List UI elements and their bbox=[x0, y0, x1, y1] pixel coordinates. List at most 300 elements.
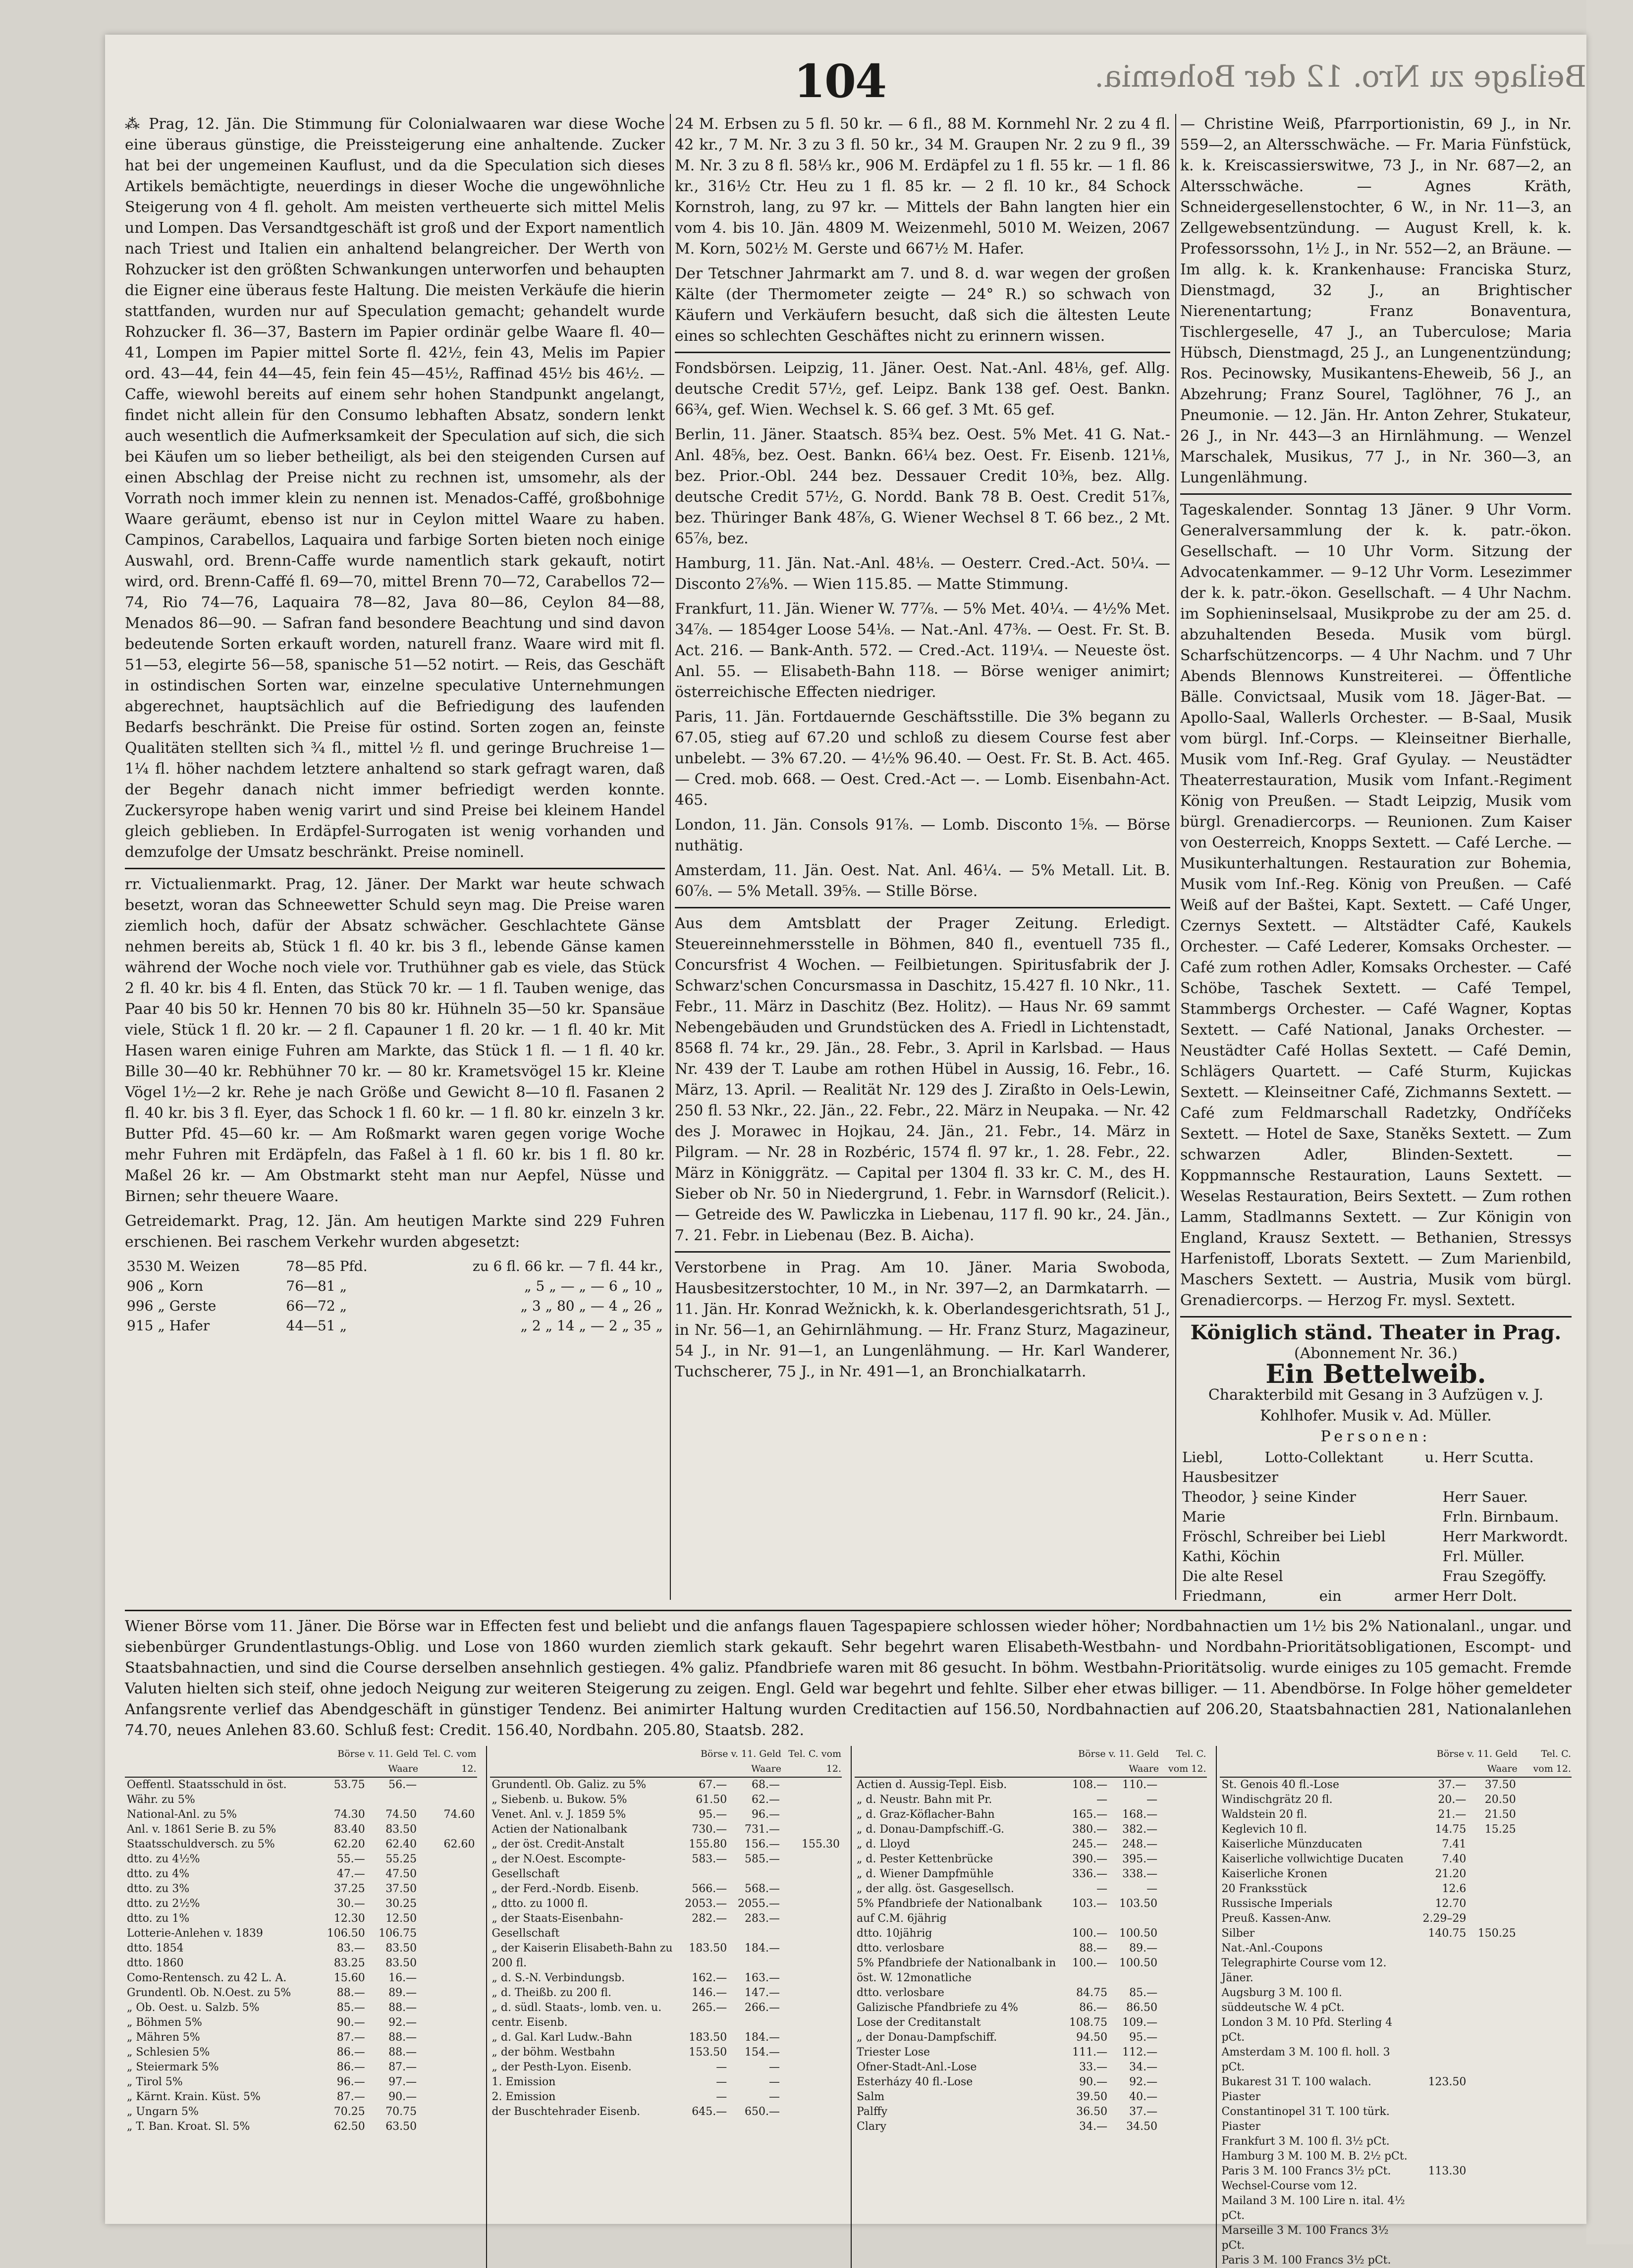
quote-value bbox=[1468, 2149, 1518, 2164]
security-name: „ der öst. Credit-Anstalt bbox=[491, 1838, 624, 1850]
quote-value bbox=[419, 2001, 477, 2015]
quote-value bbox=[782, 1822, 842, 1837]
quote-value: 95.— bbox=[1129, 2031, 1158, 2044]
quote-value bbox=[1518, 1986, 1572, 2015]
quote-value: 111.— bbox=[1072, 2046, 1108, 2058]
table-row bbox=[490, 1793, 842, 1807]
security-name: Kaiserliche Münzducaten bbox=[1221, 1838, 1362, 1850]
quote-value: 165.— bbox=[1072, 1808, 1108, 1821]
quote-value bbox=[782, 2030, 842, 2045]
column-header: Tel. C. vom 12. bbox=[782, 1746, 842, 1777]
security-name: Mailand 3 M. 100 Lire n. ital. 4½ pCt. bbox=[1221, 2195, 1405, 2222]
security-name: Amsterdam 3 M. 100 fl. holl. 3 pCt. bbox=[1221, 2046, 1390, 2073]
table-row bbox=[855, 1793, 1207, 1807]
theater-announcement bbox=[1180, 1322, 1572, 1447]
table-row bbox=[490, 1941, 842, 1971]
table-row bbox=[855, 2105, 1207, 2119]
quote-value: — bbox=[716, 2076, 727, 2088]
quote-value: 86.50 bbox=[1126, 2002, 1158, 2014]
security-name: „ d. Wiener Dampfmühle bbox=[857, 1868, 994, 1880]
quote-value bbox=[1468, 2179, 1518, 2194]
exchange-col-1 bbox=[125, 1746, 477, 2268]
table-row bbox=[1220, 1777, 1572, 1793]
quote-value bbox=[1518, 1793, 1572, 1807]
security-name: Silber bbox=[1221, 1927, 1255, 1940]
quote-value: 67.— bbox=[699, 1779, 727, 1791]
quote-value: 7.41 bbox=[1442, 1838, 1467, 1850]
security-name: „ der N.Oest. Escompte-Gesellschaft bbox=[491, 1853, 626, 1880]
exchange-table-4 bbox=[1220, 1746, 1572, 2268]
quote-value bbox=[1468, 1956, 1518, 1986]
quote-value bbox=[782, 1852, 842, 1882]
quote-value bbox=[782, 2090, 842, 2105]
quote-value: 86.— bbox=[1079, 2002, 1108, 2014]
security-name: „ d. Pester Kettenbrücke bbox=[857, 1853, 993, 1865]
role-name: Theodor, } seine Kinder bbox=[1182, 1488, 1357, 1505]
quote-value: 150.25 bbox=[1477, 1927, 1516, 1940]
article-tetschen-fair: Der Tetschner Jahrmarkt am 7. und 8. d. war wegen der großen Kälte (der Thermometer zeigte — 24° R.) so schwach von Käufern und Verkäufern besucht, daß sich die ältesten Leute eines so schlechten Geschäftes nicht zu erinnern wissen. bbox=[675, 265, 1170, 345]
table-row bbox=[125, 1777, 477, 1807]
quote-value: 74.60 bbox=[443, 1808, 475, 1821]
security-name: Wechsel-Course vom 12. bbox=[1221, 2180, 1358, 2192]
security-name: 1. Emission bbox=[491, 2076, 556, 2088]
column-header: Tel. C. vom 12. bbox=[419, 1746, 477, 1777]
quote-value: 21.20 bbox=[1435, 1868, 1467, 1880]
column-header bbox=[1220, 1746, 1413, 1777]
column-header bbox=[490, 1746, 676, 1777]
actor-name: Herr Sauer. bbox=[1442, 1488, 1528, 1505]
quote-value: 162.— bbox=[692, 1972, 727, 1984]
quote-value bbox=[419, 1897, 477, 1911]
quote-value: 88.— bbox=[388, 2046, 417, 2058]
security-name: Bukarest 31 T. 100 walach. Piaster bbox=[1221, 2076, 1371, 2103]
quote-value: 70.25 bbox=[333, 2106, 365, 2118]
quote-value bbox=[1159, 1941, 1206, 1956]
quote-value bbox=[782, 1777, 842, 1793]
quote-value: 395.— bbox=[1122, 1853, 1158, 1865]
quote-value bbox=[1159, 2001, 1206, 2015]
page-number: 104 bbox=[794, 54, 886, 108]
quote-value: 336.— bbox=[1072, 1868, 1108, 1880]
divider bbox=[125, 1610, 1572, 1611]
table-row bbox=[1220, 1956, 1572, 1986]
quote-value: 650.— bbox=[744, 2106, 780, 2118]
security-name: Oeffentl. Staatsschuld in öst. Währ. zu 5% bbox=[127, 1779, 287, 1806]
quote-value bbox=[1412, 2045, 1468, 2075]
quote-value: — bbox=[1096, 1793, 1108, 1806]
security-name: Actien d. Aussig-Tepl. Eisb. bbox=[857, 1779, 1007, 1791]
quote-value: 338.— bbox=[1122, 1868, 1158, 1880]
quote-value: 645.— bbox=[692, 2106, 727, 2118]
quote-value bbox=[419, 2045, 477, 2060]
quote-value: 106.50 bbox=[327, 1927, 365, 1940]
quote-value bbox=[1518, 1941, 1572, 1956]
cast-row bbox=[1180, 1566, 1572, 1586]
table-row bbox=[490, 1822, 842, 1837]
table-row bbox=[125, 2015, 477, 2030]
security-name: dtto. zu 2½% bbox=[127, 1898, 200, 1910]
security-name: Frankfurt 3 M. 100 fl. 3½ pCt. bbox=[1221, 2135, 1390, 2148]
cast-row bbox=[1180, 1527, 1572, 1546]
table-row bbox=[1220, 2194, 1572, 2223]
quote-value bbox=[1159, 2030, 1206, 2045]
table-row bbox=[855, 1777, 1207, 1793]
quote-value bbox=[1468, 1941, 1518, 1956]
quote-value bbox=[1518, 1882, 1572, 1897]
quote-value: 47.50 bbox=[385, 1868, 417, 1880]
quote-value: 146.— bbox=[692, 1987, 727, 1999]
quote-value: 266.— bbox=[744, 2002, 780, 2014]
quote-value bbox=[1468, 1852, 1518, 1867]
quote-value bbox=[1518, 2179, 1572, 2194]
quote-value bbox=[419, 1971, 477, 1986]
security-name: Marseille 3 M. 100 Francs 3½ pCt. bbox=[1221, 2224, 1389, 2252]
quote-value: 382.— bbox=[1122, 1823, 1158, 1836]
article-hamburg: Hamburg, 11. Jän. Nat.-Anl. 48⅛. — Oesterr. Cred.-Act. 50¼. — Disconto 2⅞%. — Wien 115.85. — Matte Stimmung. bbox=[675, 555, 1170, 593]
quote-value bbox=[419, 1852, 477, 1867]
table-row bbox=[125, 1867, 477, 1882]
table-row bbox=[1220, 2045, 1572, 2075]
quote-value: 96.— bbox=[751, 1808, 780, 1821]
quote-value: 85.— bbox=[336, 2002, 365, 2014]
quote-value: 103.— bbox=[1072, 1898, 1108, 1910]
security-name: dtto. zu 1% bbox=[127, 1912, 190, 1925]
quote-value bbox=[419, 2015, 477, 2030]
quote-value bbox=[1468, 2075, 1518, 2105]
quote-value: 585.— bbox=[744, 1853, 780, 1865]
table-row bbox=[855, 2119, 1207, 2134]
table-row bbox=[855, 1882, 1207, 1897]
quote-value: 87.— bbox=[336, 2091, 365, 2103]
table-row bbox=[490, 2075, 842, 2090]
quote-value bbox=[1159, 2015, 1206, 2030]
quote-value bbox=[1159, 1986, 1206, 2001]
divider bbox=[1180, 493, 1572, 495]
table-row bbox=[490, 1777, 842, 1793]
quote-value: 88.— bbox=[388, 2002, 417, 2014]
security-name: „ d. Graz-Köflacher-Bahn bbox=[857, 1808, 995, 1821]
quote-value: — bbox=[768, 2091, 780, 2103]
quote-value: 90.— bbox=[388, 2091, 417, 2103]
quote-value bbox=[782, 2075, 842, 2090]
table-row bbox=[855, 1822, 1207, 1837]
article-colonial-goods: ⁂ Prag, 12. Jän. Die Stimmung für Colonialwaaren war diese Woche eine überaus günstige, die Preissteigerung eine anhaltende. Zucker hat bei der ungemeinen Kauflust, und da die Speculation sich dieses Artikels bemächtigte, neuerdings in dieser Woche die ungewöhnliche Steigerung von 4 fl. geholt. Am meisten vertheuerte sich mittel Melis und Lompen. Das Versandtgeschäft ist groß und der Export namentlich nach Triest und Italien ein anhaltend belangreicher. Der Werth von Rohzucker ist den größten Schwankungen unterworfen und behaupten die Eigner eine überaus feste Haltung. Die meisten Verkäufe die hierin stattfanden, wurden nur auf Speculation gemacht; gehandelt wurde Rohzucker fl. 36—37, Bastern im Papier ordinär gelbe Waare fl. 40—41, Lompen im Papier mittel Sorte fl. 42½, fein 43, Melis im Papier ord. 43—44, fein 44—45, fein fein 45—45½, Raffinad 45½ bis 46½. — Caffe, wiewohl bereits auf einem sehr hohen Standpunkt angelangt, findet nicht allein für den Consumo lebhaften Absatz, sondern lenkt auch wesentlich die Aufmerksamkeit der Speculation auf sich, die sich bei Käufen um so lieber betheiligt, als bei den steigenden Cursen auf einen Abschlag der Preise nicht zu rechnen ist, umsomehr, als der Vorrath noch immer klein zu nennen ist. Menados-Caffé, großbohnige Waare geräumt, ebenso ist nur in Ceylon mittel Waare zu haben. Campinos, Carabellos, Laquaira und farbige Sorten bieten noch einige Auswahl, ord. Brenn-Caffe wurde namentlich stark gekauft, notirt wird, ord. Brenn-Caffé fl. 69—70, mittel Brenn 70—72, Carabellos 72—74, Rio 74—76, Laquaira 78—82, Java 80—86, Ceylon 84—88, Menados 86—90. — Safran fand besondere Beachtung und sind davon bedeutende Sorten erkauft worden, naturell franz. Waare wird mit fl. 51—53, elegirte 56—58, spanische 51—52 notirt. — Reis, das Geschäft in ostindischen Sorten war, einzelne speculative Unternehmungen abgerechnet, hauptsächlich auf die Befriedigung des laufenden Bedarfs beschränkt. Die Preise für ostind. Sorten zogen an, feinste Qualitäten stellten sich ¾ fl., mittel ½ fl. und geringe Bruchreise 1—1¼ fl. höher nachdem letztere anhaltend so stark gefragt waren, daß der Begehr danach nicht immer befriedigt werden konnte. Zuckersyrope haben wenig varirt und sind Preise bei kleinem Handel gleich geblieben. In Erdäpfel-Surrogaten ist wenig vorhanden und demzufolge der Umsatz beschränkt. Preise nominell. bbox=[125, 115, 665, 861]
quote-value: 63.50 bbox=[385, 2120, 417, 2133]
quote-value: 183.50 bbox=[689, 2031, 727, 2044]
exchange-col-3 bbox=[851, 1746, 1207, 2268]
divider bbox=[675, 907, 1170, 908]
quote-value: 265.— bbox=[692, 2002, 727, 2014]
quote-value: 12.30 bbox=[333, 1912, 365, 1925]
actor-name: Frau Szegöffy. bbox=[1442, 1568, 1547, 1584]
table-row bbox=[125, 1837, 477, 1852]
quote-value bbox=[1518, 2134, 1572, 2149]
quote-value bbox=[1468, 2164, 1518, 2179]
security-name: „ Mähren 5% bbox=[127, 2031, 200, 2044]
quote-value: 109.— bbox=[1122, 2016, 1158, 2029]
security-name: 5% Pfandbriefe der Nationalbank in öst. W. 12monatliche bbox=[857, 1957, 1056, 1984]
table-row bbox=[125, 1956, 477, 1971]
quote-value: 96.— bbox=[336, 2076, 365, 2088]
table-row bbox=[855, 1837, 1207, 1852]
quote-value bbox=[1518, 2223, 1572, 2253]
article-amtsblatt: Aus dem Amtsblatt der Prager Zeitung. Erledigt. Steuereinnehmersstelle in Böhmen, 840 fl., eventuell 735 fl., Concursfrist 4 Wochen. — Feilbietungen. Spiritusfabrik der J. Schwarz'schen Concursmassa in Daschitz, 15.427 fl. 10 Nkr., 11. Febr., 11. März in Daschitz (Bez. Holitz). — Haus Nr. 69 sammt Nebengebäuden und Grundstücken des A. Friedl in Lichtenstadt, 8568 fl. 74 kr., 29. Jän., 28. Febr., 3. April in Karlsbad. — Haus Nr. 439 der T. Laube am rothen Hübel in Aussig, 16. Febr., 16. März, 13. April. — Realität Nr. 129 des J. Ziraßto in Oels-Lewin, 250 fl. 53 Nkr., 22. Jän., 22. Febr., 22. März in Neupaka. — Nr. 42 des J. Morawec in Hojkau, 24. Jän., 21. Febr., 14. März in Pilgram. — Nr. 28 in Rozbéric, 1574 fl. 97 kr., 1. 28. Febr., 22. März in Königgrätz. — Capital per 1304 fl. 33 kr. C. M., des H. Sieber ob Nr. 50 in Niedergrund, 1. Febr. in Warnsdorf (Relicit.). — Getreide des W. Pawliczka in Liebenau, 117 fl. 90 kr., 24. Jän., 7. 21. Febr. in Liebenau (Bez. B. Aicha). bbox=[675, 915, 1170, 1244]
column-header: Tel. C. vom 12. bbox=[1518, 1746, 1572, 1777]
quote-value: 89.— bbox=[388, 1987, 417, 1999]
exchange-table-2 bbox=[490, 1746, 842, 2119]
article-amsterdam: Amsterdam, 11. Jän. Oest. Nat. Anl. 46¼. — 5% Metall. Lit. B. 60⅞. — 5% Metall. 39⅝. — Stille Börse. bbox=[675, 862, 1170, 900]
security-name: „ der Donau-Dampfschiff. bbox=[857, 2031, 997, 2044]
quote-value bbox=[1518, 2045, 1572, 2075]
quote-value bbox=[419, 2075, 477, 2090]
quote-value bbox=[1468, 2223, 1518, 2253]
quote-value: 55.25 bbox=[385, 1853, 417, 1865]
security-name: „ Steiermark 5% bbox=[127, 2061, 219, 2073]
security-name: St. Genois 40 fl.-Lose bbox=[1221, 1779, 1339, 1791]
quote-value: 89.— bbox=[1129, 1942, 1158, 1954]
quote-value bbox=[782, 1897, 842, 1911]
quote-value bbox=[419, 1777, 477, 1807]
quote-value bbox=[1518, 1897, 1572, 1911]
quote-value: 14.75 bbox=[1435, 1823, 1467, 1836]
quote-value: 61.50 bbox=[696, 1793, 727, 1806]
quote-value: — bbox=[716, 2091, 727, 2103]
table-row bbox=[855, 1807, 1207, 1822]
article-deceased-cont: — Christine Weiß, Pfarrportionistin, 69 J., in Nr. 559—2, an Altersschwäche. — Fr. Maria Fünfstück, k. k. Kreiscassierswitwe, 73 J., in Nr. 687—2, an Altersschwäche. — Agnes Kräth, Schneidergesellenstochter, 6 W., in Nr. 11—3, an Zellgewebsentzündung. — August Krell, k. k. Professorssohn, 1½ J., in Nr. 552—2, an Bräune. — Im allg. k. k. Krankenhause: Franciska Sturz, Dienstmagd, 32 J., an Brightischer Nierenentartung; Franz Bonaventura, Tischlergeselle, 47 J., an Tuberculose; Maria Hübsch, Dienstmagd, 25 J., an Lungenentzündung; Ros. Pecinowsky, Musikantens-Eheweib, 56 J., an Abzehrung; Franz Sourel, Taglöhner, 76 J., an Pneumonie. — 12. Jän. Hr. Anton Zehrer, Stukateur, 26 J., in Nr. 443—3 an Hirnlähmung. — Wenzel Marschalek, Musikus, 77 J., in Nr. 360—3, an Lungenlähmung. bbox=[1180, 115, 1572, 486]
quote-value: 83.50 bbox=[385, 1942, 417, 1954]
column-1 bbox=[125, 114, 665, 1605]
table-row bbox=[855, 2030, 1207, 2045]
quote-value: 12.70 bbox=[1435, 1898, 1467, 1910]
article-victual-market: rr. Victualienmarkt. Prag, 12. Jäner. Der Markt war heute schwach besetzt, woran das Schneewetter Schuld seyn mag. Die Preise waren ziemlich hoch, dafür der Absatz schwächer. Geschlachtete Gänse nehmen bereits ab, Stück 1 fl. 40 kr. bis 3 fl., lebende Gänse kamen während der Woche noch viele vor. Truthühner gab es viele, das Stück 2 fl. 40 kr. bis 4 fl. Enten, das Stück 70 kr. — 1 fl. Tauben wenige, das Paar 40 bis 50 kr. Hennen 70 bis 80 kr. Hühneln 35—50 kr. Spansäue viele, Stück 1 fl. 20 kr. — 2 fl. Capauner 1 fl. 20 kr. — 1 fl. 40 kr. Mit Hasen waren einige Fuhren am Markte, das Stück 1 fl. — 1 fl. 40 kr. Bille 30—40 kr. Rebhühner 70 kr. — 80 kr. Krametsvögel 15 kr. Kleine Vögel 1½—2 kr. Rehe je nach Größe und Gewicht 8—10 fl. Fasanen 2 fl. 40 kr. bis 3 fl. Eyer, das Schock 1 fl. 60 kr. — 1 fl. 80 kr. einzeln 3 kr. Butter Pfd. 45—60 kr. — Am Roßmarkt waren gegen vorige Woche mehr Fuhren mit Erdäpfeln, das Faßel à 1 fl. 60 kr. bis 1 fl. 80 kr. Maßel 26 kr. — Am Obstmarkt steht man nur Aepfel, Nüsse und Birnen; sehr theuere Waare. bbox=[125, 876, 665, 1205]
quote-value: 83.— bbox=[336, 1942, 365, 1954]
table-row bbox=[125, 1852, 477, 1867]
quote-value: 283.— bbox=[744, 1912, 780, 1925]
table-row bbox=[490, 2090, 842, 2105]
security-name: Russische Imperials bbox=[1221, 1898, 1333, 1910]
quote-value: 245.— bbox=[1072, 1838, 1108, 1850]
quote-value bbox=[1468, 2105, 1518, 2134]
quote-value: 84.75 bbox=[1076, 1987, 1108, 1999]
divider bbox=[125, 868, 665, 869]
table-row bbox=[1220, 1822, 1572, 1837]
quote-value bbox=[419, 2119, 477, 2134]
table-row bbox=[1220, 2105, 1572, 2134]
security-name: „ Ungarn 5% bbox=[127, 2106, 199, 2118]
quote-value bbox=[782, 2105, 842, 2119]
quote-value: 113.30 bbox=[1428, 2165, 1467, 2177]
table-row bbox=[125, 2060, 477, 2075]
exchange-table-1 bbox=[125, 1746, 477, 2134]
cast-row bbox=[1180, 1487, 1572, 1507]
divider bbox=[675, 352, 1170, 353]
actor-name: Herr Markwordt. bbox=[1442, 1528, 1569, 1545]
grain-table bbox=[125, 1257, 665, 1336]
table-row bbox=[1220, 1867, 1572, 1882]
quote-value bbox=[419, 2030, 477, 2045]
quote-value: 21.50 bbox=[1484, 1808, 1516, 1821]
quote-value: 15.60 bbox=[333, 1972, 365, 1984]
quote-value bbox=[1159, 1777, 1206, 1793]
quote-value: 94.50 bbox=[1076, 2031, 1108, 2044]
quote-value bbox=[782, 2001, 842, 2030]
table-row bbox=[1220, 1793, 1572, 1807]
quote-value: 86.— bbox=[336, 2046, 365, 2058]
role-name: Fröschl, Schreiber bei Liebl bbox=[1182, 1528, 1386, 1545]
quote-value bbox=[782, 1882, 842, 1897]
table-row bbox=[125, 1911, 477, 1926]
quote-value: 566.— bbox=[692, 1883, 727, 1895]
quote-value bbox=[1412, 2149, 1468, 2164]
quote-value bbox=[419, 1867, 477, 1882]
cast-row bbox=[1180, 1546, 1572, 1566]
table-row bbox=[1220, 1897, 1572, 1911]
quote-value: 87.— bbox=[388, 2061, 417, 2073]
security-name: „ dtto. zu 1000 fl. bbox=[491, 1898, 588, 1910]
bleed-through-header: Beilage zu Nro. 12 der Bohemia. bbox=[1094, 59, 1586, 94]
table-row bbox=[125, 2119, 477, 2134]
security-name: Salm bbox=[857, 2091, 885, 2103]
column-header: Börse v. 11. Geld Waare bbox=[1059, 1746, 1159, 1777]
quote-value: 153.50 bbox=[689, 2046, 727, 2058]
quote-value bbox=[1159, 1793, 1206, 1807]
security-name: Paris 3 M. 100 Francs 3½ pCt. bbox=[1221, 2165, 1391, 2177]
article-grain-market: Getreidemarkt. Prag, 12. Jän. Am heutigen Markte sind 229 Fuhren erschienen. Bei raschem Verkehr wurden abgesetzt: bbox=[125, 1213, 665, 1251]
quote-value bbox=[1518, 1777, 1572, 1793]
table-row bbox=[125, 2030, 477, 2045]
security-name: „ Kärnt. Krain. Küst. 5% bbox=[127, 2091, 261, 2103]
security-name: Como-Rentensch. zu 42 L. A. bbox=[127, 1972, 287, 1984]
quote-value bbox=[419, 1986, 477, 2001]
table-row bbox=[855, 1867, 1207, 1882]
cast-row bbox=[1180, 1447, 1572, 1487]
quote-value: 156.— bbox=[744, 1838, 780, 1850]
security-name: Preuß. Kassen-Anw. bbox=[1221, 1912, 1331, 1925]
table-row bbox=[490, 1837, 842, 1852]
quote-value bbox=[419, 2105, 477, 2119]
quote-value: 103.50 bbox=[1119, 1898, 1158, 1910]
security-name: Augsburg 3 M. 100 fl. süddeutsche W. 4 pCt. bbox=[1221, 1987, 1345, 2014]
article-day-calendar: Tageskalender. Sonntag 13 Jäner. 9 Uhr Vorm. Generalversammlung der k. k. patr.-ökon. Gesellschaft. — 10 Uhr Vorm. Sitzung der Advocatenkammer. — 9–12 Uhr Vorm. Lesezimmer der k. k. patr.-ökon. Gesellschaft. — 4 Uhr Nachm. im Sophieninselsaal, Musikprobe zu der am 25. d. abzuhaltenden Beseda. Musik vom bürgl. Scharfschützencorps. — 4 Uhr Nachm. und 7 Uhr Abends Blennows Kunstreiterei. — Öffentliche Bälle. Convictsaal, Musik vom 18. Jäger-Bat. — Apollo-Saal, Wallerls Orchester. — B-Saal, Musik vom bürgl. Inf.-Corps. — Kleinseitner Bierhalle, Musik vom Inf.-Reg. Graf Gyulay. — Neustädter Theaterrestauration, Musik vom Infant.-Regiment König von Preußen. — Stadt Leipzig, Musik vom bürgl. Grenadiercorps. — Reunionen. Zum Kaiser von Oesterreich, Knopps Sextett. — Café Lerche. — Musikunterhaltungen. Restauration zur Bohemia, Musik vom Inf.-Reg. König von Preußen. — Café Weiß auf der Baštei, Kapt. Sextett. — Café Unger, Czernys Sextett. — Altstädter Café, Kaukels Orchester. — Café Lederer, Komsaks Orchester. — Café zum rothen Adler, Komsaks Orchester. — Café Schöbe, Taschek Sextett. — Café Tempel, Stammbergs Orchester. — Café Wagner, Koptas Sextett. — Café National, Janaks Orchester. — Neustädter Café Hollas Sextett. — Café Demin, Schlägers Quartett. — Café Sturm, Kujickas Sextett. — Kleinseitner Café, Zichmanns Sextett. — Café zum Feldmarschall Radetzky, Ondříčeks Sextett. — Hotel de Saxe, Staněks Sextett. — Zum schwarzen Adler, Blinden-Sextett. — Koppmannsche Restauration, Launs Sextett. — Weselas Restauration, Beirs Sextett. — Zum rothen Lamm, Stadlmanns Sextett. — Zur Königin von England, Krausz Sextett. — Bethanien, Stressys Harfenistoff, Lborats Sextett. — Zum Marienbild, Maschers Sextett. — Austria, Musik vom bürgl. Grenadiercorps. — Herzog Fr. mysl. Sextett. bbox=[1180, 501, 1572, 1309]
quote-value bbox=[419, 1882, 477, 1897]
article-grain-cont: 24 M. Erbsen zu 5 fl. 50 kr. — 6 fl., 88 M. Kornmehl Nr. 2 zu 4 fl. 42 kr., 7 M. Nr. 3 zu 3 fl. 50 kr., 34 M. Graupen Nr. 2 zu 9 fl., 39 M. Nr. 3 zu 8 fl. 58⅓ kr., 906 M. Erdäpfel zu 1 fl. 55 kr. — 1 fl. 86 kr., 316½ Ctr. Heu zu 1 fl. 85 kr. — 2 fl. 10 kr., 84 Schock Kornstroh, lang, zu 97 kr. — Mittels der Bahn langten hier ein vom 4. bis 10. Jän. 4809 M. Weizenmehl, 5010 M. Weizen, 2067 M. Korn, 502½ M. Gerste und 667½ M. Hafer. bbox=[675, 115, 1170, 258]
quote-value bbox=[1518, 2105, 1572, 2134]
quote-value: 86.— bbox=[336, 2061, 365, 2073]
quote-value: 92.— bbox=[388, 2016, 417, 2029]
article-paris: Paris, 11. Jän. Fortdauernde Geschäftsstille. Die 3% begann zu 67.05, stieg auf 67.20 und schloß zu diesem Course fest aber unbelebt. — 3% 67.20. — 4½% 96.40. — Oest. Fr. St. B. Act. 465. — Cred. mob. 668. — Oest. Cred.-Act —. — Lomb. Eisenbahn-Act. 465. bbox=[675, 708, 1170, 809]
quote-value bbox=[1468, 1882, 1518, 1897]
quote-value bbox=[1518, 1807, 1572, 1822]
security-name: 20 Franksstück bbox=[1221, 1883, 1307, 1895]
quote-value: 88.— bbox=[1079, 1942, 1108, 1954]
quote-value bbox=[419, 1941, 477, 1956]
security-name: Telegraphirte Course vom 12. Jäner. bbox=[1221, 1957, 1387, 1984]
quote-value bbox=[1159, 1867, 1206, 1882]
quote-value bbox=[1159, 2045, 1206, 2060]
article-london: London, 11. Jän. Consols 91⅞. — Lomb. Disconto 1⅝. — Börse nuthätig. bbox=[675, 816, 1170, 854]
table-row bbox=[855, 2075, 1207, 2090]
security-name: Hamburg 3 M. 100 M. B. 2½ pCt. bbox=[1221, 2150, 1408, 2163]
table-row bbox=[125, 2045, 477, 2060]
quote-value: 39.50 bbox=[1076, 2091, 1108, 2103]
quote-value bbox=[1518, 2194, 1572, 2223]
security-name: dtto. zu 4% bbox=[127, 1868, 190, 1880]
quote-value bbox=[1159, 1837, 1206, 1852]
article-deceased: Verstorbene in Prag. Am 10. Jäner. Maria Swoboda, Hausbesitzerstochter, 10 M., in Nr. 397—2, an Darmkatarrh. — 11. Jän. Hr. Konrad Wežnickh, k. k. Oberlandesgerichtsrath, 51 J., in Nr. 56—1, an Gehirnlähmung. — Hr. Franz Sturz, Magazineur, 54 J., in Nr. 91—1, an Lungenlähmung. — Hr. Karl Wanderer, Tuchscherer, 75 J., in Nr. 491—1, an Bronchialkatarrh. bbox=[675, 1259, 1170, 1380]
quote-value: 97.— bbox=[388, 2076, 417, 2088]
quote-value bbox=[1468, 1911, 1518, 1926]
cast-table bbox=[1180, 1447, 1572, 1605]
quote-value: 380.— bbox=[1072, 1823, 1108, 1836]
table-row bbox=[855, 1956, 1207, 1986]
quote-value: 33.— bbox=[1079, 2061, 1108, 2073]
security-name: „ d. Gal. Karl Ludw.-Bahn bbox=[491, 2031, 632, 2044]
exchange-tables bbox=[125, 1746, 1572, 2268]
quote-value: — bbox=[1096, 1883, 1108, 1895]
quote-value: 7.40 bbox=[1442, 1853, 1467, 1865]
table-row bbox=[1220, 1911, 1572, 1926]
security-name: dtto. verlosbare bbox=[857, 1942, 944, 1954]
play-description: Charakterbild mit Gesang in 3 Aufzügen v. J. Kohlhofer. Musik v. Ad. Müller. bbox=[1208, 1386, 1544, 1424]
security-name: dtto. 1854 bbox=[127, 1942, 184, 1954]
quote-value: — bbox=[1146, 1883, 1158, 1895]
quote-value: 62.20 bbox=[333, 1838, 365, 1850]
divider bbox=[1180, 1316, 1572, 1318]
security-name: der Buschtehrader Eisenb. bbox=[491, 2106, 641, 2118]
quote-value: 147.— bbox=[744, 1987, 780, 1999]
table-row: 996 „ Gerste 66—72 „ „ 3 „ 80 „ — 4 „ 26 „ bbox=[127, 1298, 663, 1314]
quote-value bbox=[1159, 2060, 1206, 2075]
table-row bbox=[125, 1926, 477, 1941]
table-row bbox=[490, 2045, 842, 2060]
table-row bbox=[125, 1971, 477, 1986]
security-name: Kaiserliche Kronen bbox=[1221, 1868, 1328, 1880]
table-row bbox=[490, 2001, 842, 2030]
quote-value: 12.6 bbox=[1442, 1883, 1467, 1895]
security-name: dtto. 10jährig bbox=[857, 1927, 932, 1940]
quote-value bbox=[419, 1911, 477, 1926]
security-name: Ofner-Stadt-Anl.-Lose bbox=[857, 2061, 977, 2073]
quote-value: 74.30 bbox=[333, 1808, 365, 1821]
table-row bbox=[1220, 2164, 1572, 2179]
quote-value: 68.— bbox=[751, 1779, 780, 1791]
quote-value bbox=[1159, 2105, 1206, 2119]
quote-value: 62.— bbox=[751, 1793, 780, 1806]
quote-value: 583.— bbox=[692, 1853, 727, 1865]
quote-value: 2055.— bbox=[737, 1898, 780, 1910]
table-row bbox=[855, 1986, 1207, 2001]
quote-value bbox=[1518, 1867, 1572, 1882]
quote-value bbox=[1468, 1837, 1518, 1852]
quote-value bbox=[782, 1807, 842, 1822]
table-row bbox=[1220, 2253, 1572, 2268]
quote-value: 74.50 bbox=[385, 1808, 417, 1821]
quote-value: 12.50 bbox=[385, 1912, 417, 1925]
quote-value: 62.50 bbox=[333, 2120, 365, 2133]
table-row bbox=[855, 1941, 1207, 1956]
cast-row bbox=[1180, 1586, 1572, 1605]
quote-value bbox=[1518, 1852, 1572, 1867]
quote-value: 92.— bbox=[1129, 2076, 1158, 2088]
quote-value: 184.— bbox=[744, 1942, 780, 1954]
security-name: „ der böhm. Westbahn bbox=[491, 2046, 615, 2058]
quote-value: 83.25 bbox=[333, 1957, 365, 1969]
quote-value bbox=[1159, 1956, 1206, 1986]
table-row bbox=[1220, 2223, 1572, 2253]
table-row bbox=[125, 1986, 477, 2001]
security-name: 2. Emission bbox=[491, 2091, 556, 2103]
exchange-table-3 bbox=[855, 1746, 1207, 2134]
